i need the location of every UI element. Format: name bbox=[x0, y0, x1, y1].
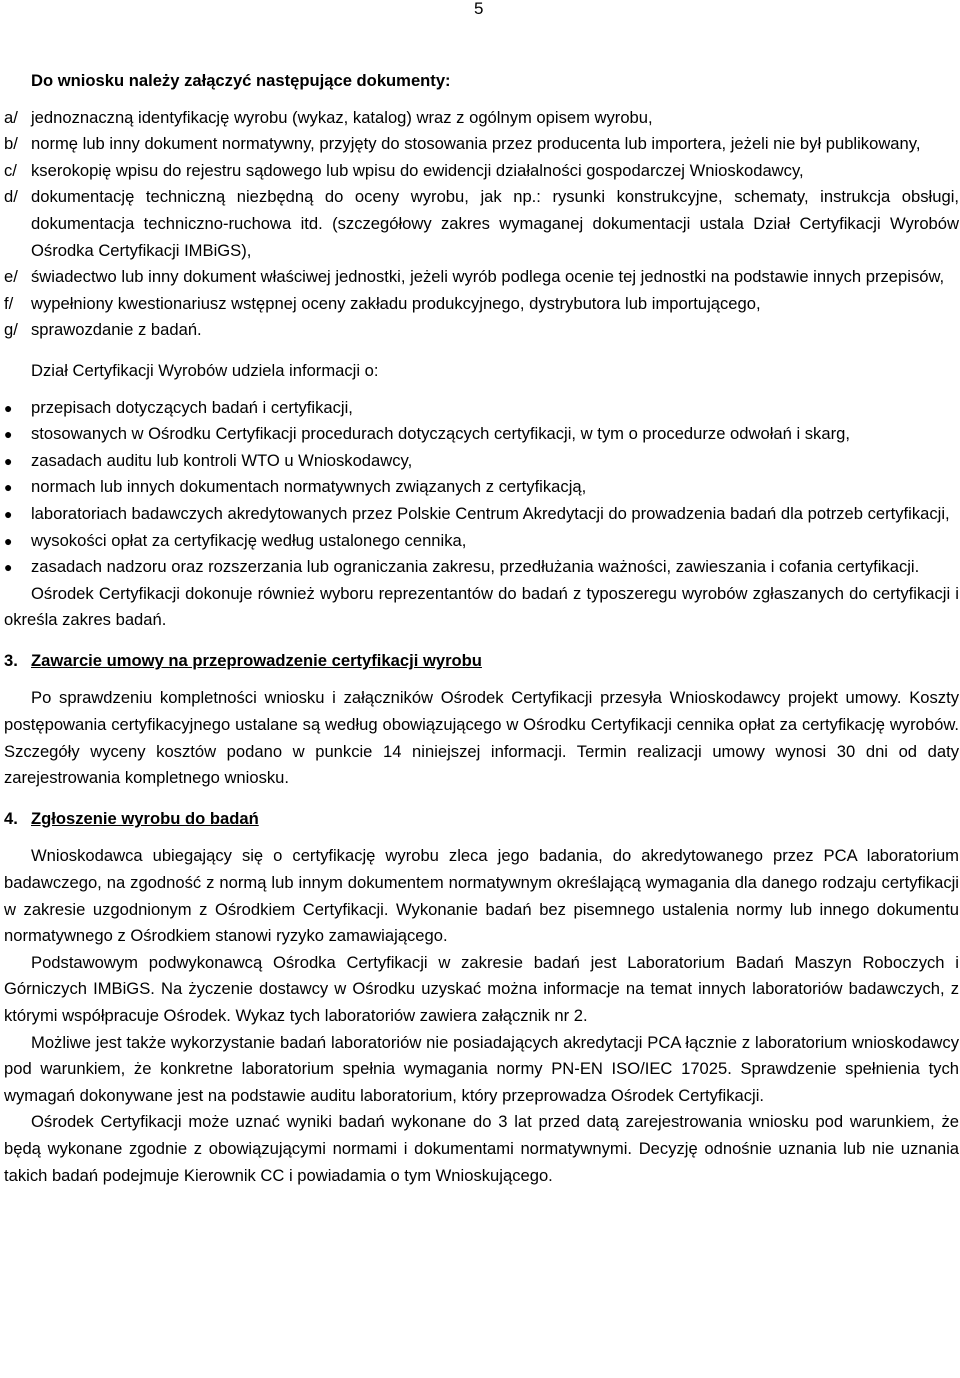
list-item bbox=[4, 131, 959, 158]
list-item-text: zasadach auditu lub kontroli WTO u Wnioskodawcy, bbox=[31, 450, 413, 470]
list-item bbox=[4, 528, 959, 555]
attachments-heading bbox=[31, 68, 959, 95]
list-item-text: normach lub innych dokumentach normatywnych związanych z certyfikacją, bbox=[31, 477, 587, 497]
list-item bbox=[4, 184, 959, 264]
info-heading: Dział Certyfikacji Wyrobów udziela informacji o: bbox=[31, 360, 379, 380]
list-letter: g/ bbox=[4, 320, 18, 340]
section-title: Zgłoszenie wyrobu do badań bbox=[31, 808, 259, 828]
list-item bbox=[4, 264, 959, 291]
list-item bbox=[4, 421, 959, 448]
list-letter: d/ bbox=[4, 187, 18, 207]
list-item-text: kserokopię wpisu do rejestru sądowego lub wpisu do ewidencji działalności gospodarczej Wnioskodawcy, bbox=[31, 160, 804, 180]
attachments-heading-text: Do wniosku należy załączyć następujące dokumenty: bbox=[31, 71, 451, 90]
bullet-icon: ● bbox=[4, 505, 13, 522]
document-body bbox=[4, 68, 959, 1189]
list-item bbox=[4, 317, 959, 344]
bullet-icon: ● bbox=[4, 399, 13, 416]
list-item-text: sprawozdanie z badań. bbox=[31, 320, 202, 340]
list-item-text: wysokości opłat za certyfikację według ustalonego cennika, bbox=[31, 530, 467, 550]
list-item-text: normę lub inny dokument normatywny, przyjęty do stosowania przez producenta lub importera, jeżeli nie był publikowany, bbox=[31, 134, 921, 154]
list-item-text: zasadach nadzoru oraz rozszerzania lub ograniczania zakresu, przedłużania ważności, zawieszania i cofania certyfikacji. bbox=[31, 557, 920, 577]
list-item bbox=[4, 105, 959, 132]
list-letter: a/ bbox=[4, 107, 18, 127]
list-item bbox=[4, 291, 959, 318]
list-letter: b/ bbox=[4, 134, 18, 154]
section-4-paragraph: Wnioskodawca ubiegający się o certyfikację wyrobu zleca jego badania, do akredytowanego przez PCA laboratorium badawczego, na zgodność z normą lub innym dokumentem normatywnym określającą wymagania dla danego rodzaju certyfikacji w zakresie uzgodnionym z Ośrodkiem Certyfikacji. Wykonanie badań bez pisemnego ustalenia normy lub innego dokumentu normatywnego z Ośrodkiem stanowi ryzyko zamawiającego. bbox=[4, 846, 959, 946]
list-item-text: laboratoriach badawczych akredytowanych przez Polskie Centrum Akredytacji do prowadzenia badań dla potrzeb certyfikacji, bbox=[31, 503, 950, 523]
section-4-paragraph: Ośrodek Certyfikacji może uznać wyniki badań wykonane do 3 lat przed datą zarejestrowania wniosku pod warunkiem, że będą wykonane zgodnie z obowiązującymi normami i dokumentami normatywnymi. Decyzję odnośnie uznania lub nie uznania takich badań podejmuje Kierownik CC i powiadamia o tym Wnioskującego. bbox=[4, 1112, 959, 1185]
list-item bbox=[4, 158, 959, 185]
info-list bbox=[4, 395, 959, 581]
list-item-text: dokumentację techniczną niezbędną do oceny wyrobu, jak np.: rysunki konstrukcyjne, schematy, instrukcja obsługi, dokumentacja techniczno-ruchowa itd. (szczegółowy zakres wymaganej dokumentacji ustala Dział Certyfikacji Wyrobów Ośrodka Certyfikacji IMBiGS), bbox=[31, 187, 959, 260]
bullet-icon: ● bbox=[4, 452, 13, 469]
attachments-list bbox=[4, 105, 959, 344]
list-item bbox=[4, 474, 959, 501]
section-title: Zawarcie umowy na przeprowadzenie certyfikacji wyrobu bbox=[31, 650, 482, 670]
list-letter: e/ bbox=[4, 267, 18, 287]
info-closing-paragraph: Ośrodek Certyfikacji dokonuje również wyboru reprezentantów do badań z typoszeregu wyrobów zgłaszanych do certyfikacji i określa zakres badań. bbox=[4, 583, 959, 630]
page-number: 5 bbox=[474, 0, 484, 18]
list-letter: c/ bbox=[4, 160, 17, 180]
section-4-paragraph: Możliwe jest także wykorzystanie badań laboratoriów nie posiadających akredytacji PCA łącznie z laboratorium wnioskodawcy pod warunkiem, że konkretne laboratorium spełnia wymagania normy PN-EN ISO/IEC 17025. Sprawdzenie spełnienia tych wymagań dokonywane jest na podstawie auditu laboratorium, który przeprowadza Ośrodek Certyfikacji. bbox=[4, 1032, 959, 1105]
bullet-icon: ● bbox=[4, 532, 13, 549]
section-3-paragraph: Po sprawdzeniu kompletności wniosku i załączników Ośrodek Certyfikacji przesyła Wnioskodawcy projekt umowy. Koszty postępowania certyfikacyjnego ustalane są według obowiązującego w Ośrodku Certyfikacji cennika opłat za certyfikację wyrobów. Szczegóły wyceny kosztów podano w punkcie 14 niniejszej informacji. Termin realizacji umowy wynosi 30 dni od daty zarejestrowania kompletnego wniosku. bbox=[4, 688, 959, 788]
section-number: 3. bbox=[4, 650, 18, 670]
list-item-text: wypełniony kwestionariusz wstępnej oceny zakładu produkcyjnego, dystrybutora lub importującego, bbox=[31, 293, 761, 313]
list-item bbox=[4, 395, 959, 422]
list-item bbox=[4, 448, 959, 475]
list-item-text: przepisach dotyczących badań i certyfikacji, bbox=[31, 397, 353, 417]
bullet-icon: ● bbox=[4, 479, 13, 496]
list-item-text: świadectwo lub inny dokument właściwej jednostki, jeżeli wyrób podlega ocenie tej jednostki na podstawie innych przepisów, bbox=[31, 267, 945, 287]
bullet-icon: ● bbox=[4, 559, 13, 576]
list-item-text: jednoznaczną identyfikację wyrobu (wykaz, katalog) wraz z ogólnym opisem wyrobu, bbox=[31, 107, 653, 127]
list-item bbox=[4, 554, 959, 581]
section-4-paragraph: Podstawowym podwykonawcą Ośrodka Certyfikacji w zakresie badań jest Laboratorium Badań Maszyn Roboczych i Górniczych IMBiGS. Na życzenie dostawcy w Ośrodku uzyskać można informacje na temat innych laboratoriów badawczych, z którymi współpracuje Ośrodek. Wykaz tych laboratoriów zawiera załącznik nr 2. bbox=[4, 952, 959, 1025]
list-item bbox=[4, 501, 959, 528]
list-letter: f/ bbox=[4, 293, 14, 313]
section-4-heading bbox=[4, 806, 959, 833]
section-3-heading bbox=[4, 648, 959, 675]
bullet-icon: ● bbox=[4, 426, 13, 443]
section-number: 4. bbox=[4, 808, 18, 828]
list-item-text: stosowanych w Ośrodku Certyfikacji procedurach dotyczących certyfikacji, w tym o procedurze odwołań i skarg, bbox=[31, 424, 850, 444]
